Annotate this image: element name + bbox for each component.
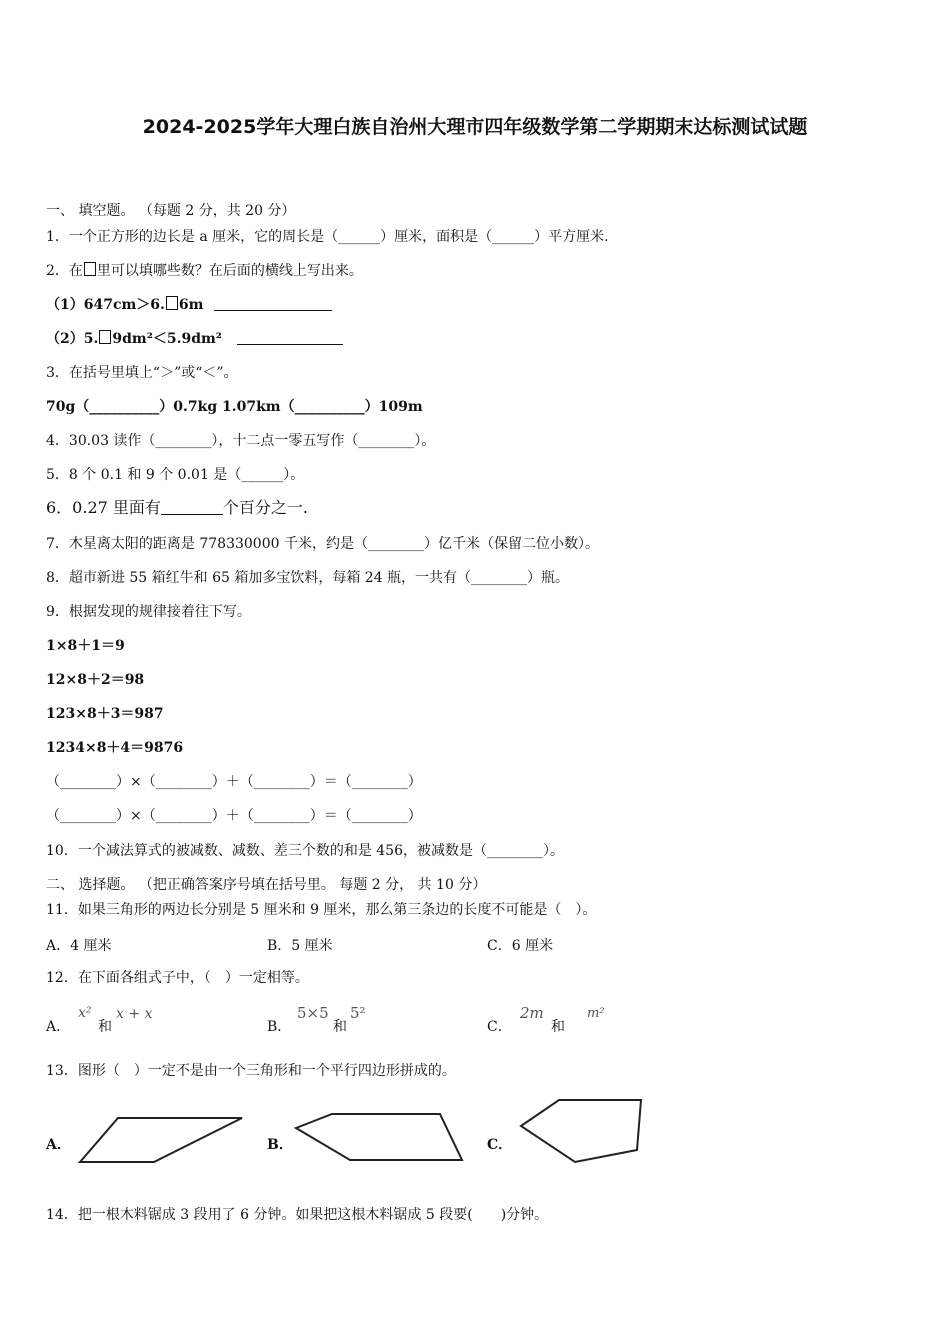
pattern-line: 123×8＋3＝987 <box>46 706 164 722</box>
pentagon-figure-c <box>515 1094 650 1170</box>
blank-box-icon <box>166 296 178 310</box>
expr-a-left: x² <box>78 1005 92 1021</box>
page-title: 2024-2025学年大理白族自治州大理市四年级数学第二学期期末达标测试试题 <box>142 116 808 138</box>
option-b-label: B． <box>267 1137 293 1153</box>
q2-2-text-b: 9dm²＜5.9dm² <box>112 331 222 347</box>
question-2-text-b: 里可以填哪些数？在后面的横线上写出来。 <box>96 263 363 279</box>
question-9: 9．根据发现的规律接着往下写。 <box>46 604 251 620</box>
option-c-label: C． <box>487 1019 512 1035</box>
option-a-label: A． <box>46 1137 71 1153</box>
pattern-answer-line: （________）×（________）＋（________）＝（________） <box>46 808 422 824</box>
question-7: 7．木星离太阳的距离是 778330000 千米，约是（________）亿千米（保留二位小数）。 <box>46 536 599 552</box>
option-b-label: B． <box>267 1019 292 1035</box>
expr-c-left: 2m <box>520 1004 544 1022</box>
question-2-part-2 <box>46 330 343 348</box>
question-14: 14．把一根木料锯成 3 段用了 6 分钟。如果把这根木料锯成 5 段要( )分钟。 <box>46 1207 549 1223</box>
option-a: A．4 厘米 <box>46 938 112 954</box>
answer-line <box>237 331 343 345</box>
pentagon-figure-b <box>290 1106 475 1168</box>
expr-b-right: 5² <box>350 1004 366 1022</box>
q6-text-b: 个百分之一. <box>222 498 308 517</box>
q2-1-text-a: （1）647cm＞6. <box>46 297 165 313</box>
question-13: 13．图形（ ）一定不是由一个三角形和一个平行四边形拼成的。 <box>46 1063 456 1079</box>
section-heading-fill-blank: 一、 填空题。 （每题 2 分，共 20 分） <box>46 203 296 219</box>
option-c-label: C． <box>487 1137 513 1153</box>
pattern-line: 12×8＋2＝98 <box>46 672 145 688</box>
parallelogram-figure <box>72 1110 252 1170</box>
question-11: 11．如果三角形的两边长分别是 5 厘米和 9 厘米，那么第三条边的长度不可能是（ ）。 <box>46 902 597 918</box>
question-12: 12．在下面各组式子中，（ ）一定相等。 <box>46 970 309 986</box>
and-text: 和 <box>551 1019 565 1035</box>
option-a-label: A． <box>46 1019 71 1035</box>
question-5: 5．8 个 0.1 和 9 个 0.01 是（______）。 <box>46 467 305 483</box>
pattern-answer-line: （________）×（________）＋（________）＝（________） <box>46 774 422 790</box>
blank-box-icon <box>99 330 111 344</box>
question-1: 1．一个正方形的边长是 a 厘米，它的周长是（______）厘米，面积是（______）平方厘米. <box>46 229 609 245</box>
question-8: 8．超市新进 55 箱红牛和 65 箱加多宝饮料，每箱 24 瓶，一共有（________）瓶。 <box>46 570 570 586</box>
pattern-line: 1234×8＋4＝9876 <box>46 740 184 756</box>
answer-line <box>161 501 223 515</box>
answer-line <box>214 297 332 311</box>
q2-1-text-b: 6m <box>178 297 204 313</box>
question-2-part-1 <box>46 296 332 314</box>
and-text: 和 <box>333 1019 347 1035</box>
option-b: B．5 厘米 <box>267 938 333 954</box>
expr-a-right: x + x <box>116 1006 153 1022</box>
expr-b-left: 5×5 <box>297 1004 329 1022</box>
question-2 <box>46 262 363 280</box>
section-heading-choice: 二、 选择题。 （把正确答案序号填在括号里。 每题 2 分， 共 10 分） <box>46 877 487 893</box>
blank-box-icon <box>84 262 96 276</box>
pattern-line: 1×8＋1＝9 <box>46 638 125 654</box>
question-3: 3．在括号里填上“＞”或“＜”。 <box>46 365 238 381</box>
expr-c-right: m² <box>587 1006 605 1021</box>
question-6 <box>46 499 308 517</box>
question-10: 10．一个减法算式的被减数、减数、差三个数的和是 456，被减数是（________）。 <box>46 843 564 859</box>
question-2-text-a: 2．在 <box>46 263 83 279</box>
question-4: 4．30.03 读作（________），十二点一零五写作（________）。 <box>46 433 436 449</box>
option-c: C．6 厘米 <box>487 938 554 954</box>
and-text: 和 <box>98 1019 112 1035</box>
q6-text-a: 6．0.27 里面有 <box>46 498 161 517</box>
q2-2-text-a: （2）5. <box>46 331 99 347</box>
question-3-items: 70g（__________）0.7kg 1.07km（__________）109m <box>46 399 423 415</box>
